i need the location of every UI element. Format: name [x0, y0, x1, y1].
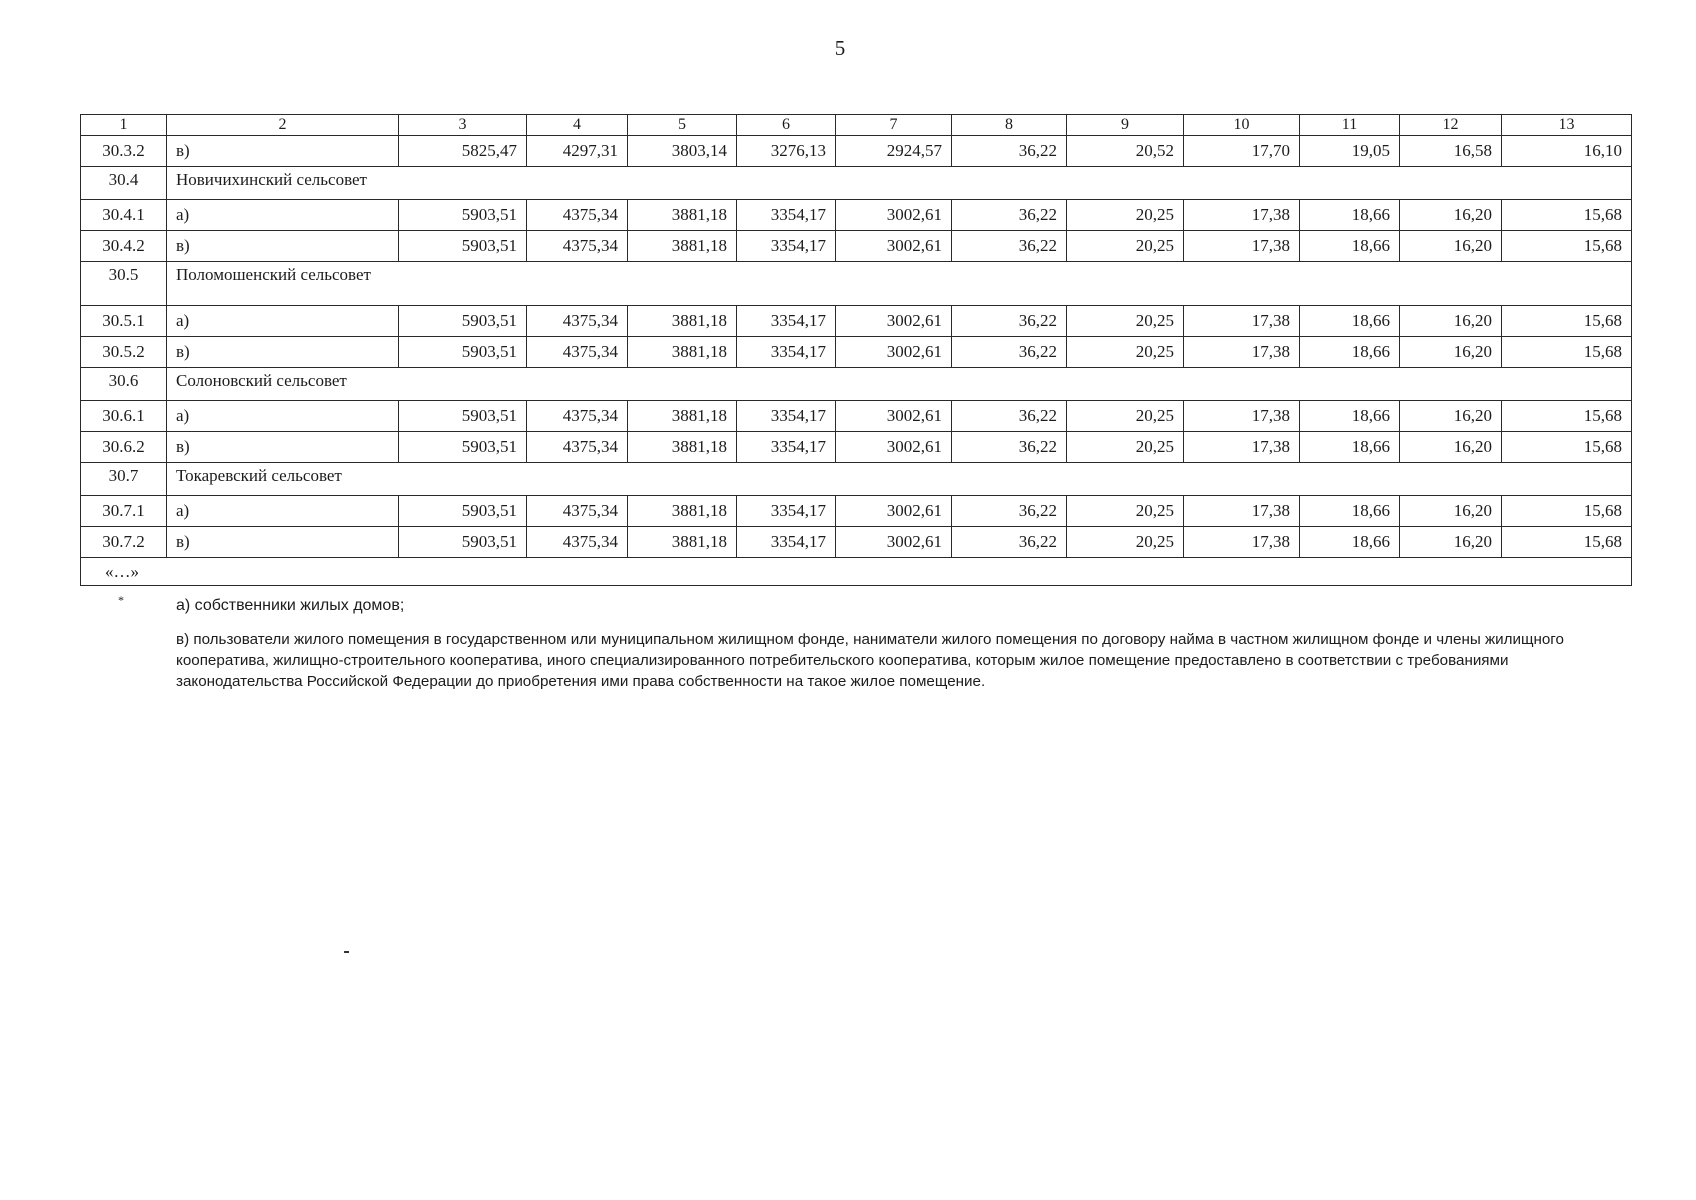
value-cell: 36,22	[952, 306, 1067, 337]
value-cell: 4297,31	[527, 136, 628, 167]
row-code: 30.3.2	[81, 136, 167, 167]
value-cell: 2924,57	[836, 136, 952, 167]
header-cell: 3	[399, 115, 527, 136]
value-cell: 36,22	[952, 432, 1067, 463]
value-cell: 20,25	[1067, 306, 1184, 337]
row-code: 30.5.2	[81, 337, 167, 368]
value-cell: 18,66	[1300, 231, 1400, 262]
table-row	[81, 136, 1632, 167]
value-cell: 3002,61	[836, 306, 952, 337]
value-cell: 3354,17	[737, 200, 836, 231]
row-code: 30.6	[81, 368, 167, 401]
row-code: 30.5	[81, 262, 167, 306]
row-code: 30.7	[81, 463, 167, 496]
value-cell: 17,38	[1184, 200, 1300, 231]
value-cell: 4375,34	[527, 337, 628, 368]
value-cell: 17,38	[1184, 432, 1300, 463]
table-row	[81, 337, 1632, 368]
value-cell: 4375,34	[527, 200, 628, 231]
footnote-b: в) пользователи жилого помещения в государственном или муниципальном жилищном фонде, наниматели жилого помещения по договору найма в частном жилищном фонде и члены жилищного кооператива, жилищно-строительного кооператива, иного специализированного потребительского кооператива, которым жилое помещение предоставлено в соответствии с требованиями законодательства Российской Федерации до приобретения ими права собственности на такое жилое помещение.	[176, 631, 1564, 690]
header-cell: 13	[1502, 115, 1632, 136]
group-row	[81, 368, 1632, 401]
category-label: в)	[167, 136, 399, 167]
value-cell: 16,20	[1400, 496, 1502, 527]
header-cell: 2	[167, 115, 399, 136]
value-cell: 3881,18	[628, 231, 737, 262]
row-code: 30.4	[81, 167, 167, 200]
page-number: 5	[834, 36, 846, 60]
value-cell: 36,22	[952, 231, 1067, 262]
value-cell: 16,20	[1400, 432, 1502, 463]
value-cell: 3002,61	[836, 432, 952, 463]
value-cell: 4375,34	[527, 432, 628, 463]
header-cell: 12	[1400, 115, 1502, 136]
row-code: 30.7.1	[81, 496, 167, 527]
value-cell: 3354,17	[737, 496, 836, 527]
value-cell: 3276,13	[737, 136, 836, 167]
settlement-name: Поломошенский сельсовет	[167, 262, 1632, 306]
value-cell: 36,22	[952, 337, 1067, 368]
value-cell: 36,22	[952, 200, 1067, 231]
value-cell: 18,66	[1300, 432, 1400, 463]
row-code: 30.4.1	[81, 200, 167, 231]
value-cell: 3881,18	[628, 527, 737, 558]
settlement-name: Новичихинский сельсовет	[167, 167, 1632, 200]
value-cell: 3002,61	[836, 337, 952, 368]
footnote-mark: *	[118, 593, 124, 607]
value-cell: 15,68	[1502, 401, 1632, 432]
row-code: 30.6.2	[81, 432, 167, 463]
value-cell: 3354,17	[737, 432, 836, 463]
category-label: в)	[167, 337, 399, 368]
value-cell: 4375,34	[527, 231, 628, 262]
value-cell: 17,38	[1184, 337, 1300, 368]
value-cell: 5903,51	[399, 527, 527, 558]
value-cell: 3881,18	[628, 496, 737, 527]
category-label: а)	[167, 200, 399, 231]
value-cell: 15,68	[1502, 337, 1632, 368]
value-cell: 16,20	[1400, 527, 1502, 558]
header-cell: 7	[836, 115, 952, 136]
value-cell: 36,22	[952, 136, 1067, 167]
header-cell: 1	[81, 115, 167, 136]
value-cell: 5903,51	[399, 432, 527, 463]
value-cell: 16,20	[1400, 231, 1502, 262]
category-label: в)	[167, 432, 399, 463]
ellipsis-row	[81, 558, 1632, 586]
category-label: а)	[167, 401, 399, 432]
value-cell: 16,58	[1400, 136, 1502, 167]
value-cell: 4375,34	[527, 496, 628, 527]
header-cell: 10	[1184, 115, 1300, 136]
header-cell: 4	[527, 115, 628, 136]
value-cell: 3354,17	[737, 306, 836, 337]
value-cell: 3354,17	[737, 527, 836, 558]
value-cell: 20,25	[1067, 401, 1184, 432]
value-cell: 17,38	[1184, 496, 1300, 527]
value-cell: 4375,34	[527, 306, 628, 337]
value-cell: 15,68	[1502, 496, 1632, 527]
table-row	[81, 432, 1632, 463]
value-cell: 15,68	[1502, 527, 1632, 558]
value-cell: 18,66	[1300, 527, 1400, 558]
value-cell: 5825,47	[399, 136, 527, 167]
value-cell: 18,66	[1300, 337, 1400, 368]
header-cell: 11	[1300, 115, 1400, 136]
value-cell: 16,20	[1400, 401, 1502, 432]
value-cell: 3002,61	[836, 200, 952, 231]
row-code: 30.7.2	[81, 527, 167, 558]
value-cell: 18,66	[1300, 200, 1400, 231]
value-cell: 3881,18	[628, 432, 737, 463]
value-cell: 36,22	[952, 527, 1067, 558]
value-cell: 15,68	[1502, 306, 1632, 337]
value-cell: 3002,61	[836, 231, 952, 262]
value-cell: 20,25	[1067, 496, 1184, 527]
value-cell: 17,38	[1184, 306, 1300, 337]
footnote-a: а) собственники жилых домов;	[176, 597, 405, 614]
category-label: а)	[167, 306, 399, 337]
table-row	[81, 496, 1632, 527]
header-cell: 5	[628, 115, 737, 136]
value-cell: 36,22	[952, 496, 1067, 527]
value-cell: 4375,34	[527, 527, 628, 558]
value-cell: 5903,51	[399, 496, 527, 527]
value-cell: 3354,17	[737, 337, 836, 368]
value-cell: 5903,51	[399, 200, 527, 231]
value-cell: 3354,17	[737, 401, 836, 432]
value-cell: 15,68	[1502, 200, 1632, 231]
value-cell: 5903,51	[399, 306, 527, 337]
value-cell: 4375,34	[527, 401, 628, 432]
value-cell: 18,66	[1300, 496, 1400, 527]
value-cell: 20,52	[1067, 136, 1184, 167]
value-cell: 20,25	[1067, 432, 1184, 463]
value-cell: 15,68	[1502, 231, 1632, 262]
value-cell: 16,20	[1400, 200, 1502, 231]
tariff-table	[80, 114, 1632, 586]
table-row	[81, 231, 1632, 262]
table-row	[81, 200, 1632, 231]
stray-mark	[344, 951, 349, 953]
value-cell: 5903,51	[399, 231, 527, 262]
value-cell: 3354,17	[737, 231, 836, 262]
value-cell: 19,05	[1300, 136, 1400, 167]
table-body	[81, 115, 1632, 586]
header-cell: 6	[737, 115, 836, 136]
header-cell: 8	[952, 115, 1067, 136]
value-cell: 17,38	[1184, 527, 1300, 558]
row-code: 30.4.2	[81, 231, 167, 262]
value-cell: 20,25	[1067, 527, 1184, 558]
value-cell: 20,25	[1067, 337, 1184, 368]
value-cell: 3803,14	[628, 136, 737, 167]
header-cell: 9	[1067, 115, 1184, 136]
table-row	[81, 401, 1632, 432]
value-cell: 18,66	[1300, 306, 1400, 337]
value-cell: 16,10	[1502, 136, 1632, 167]
category-label: в)	[167, 527, 399, 558]
value-cell: 17,38	[1184, 231, 1300, 262]
value-cell: 18,66	[1300, 401, 1400, 432]
group-row	[81, 167, 1632, 200]
ellipsis-mark: «…»	[81, 558, 1632, 586]
value-cell: 17,38	[1184, 401, 1300, 432]
group-row	[81, 463, 1632, 496]
row-code: 30.6.1	[81, 401, 167, 432]
value-cell: 3002,61	[836, 496, 952, 527]
column-number-header	[81, 115, 1632, 136]
table-row	[81, 306, 1632, 337]
category-label: в)	[167, 231, 399, 262]
value-cell: 36,22	[952, 401, 1067, 432]
value-cell: 15,68	[1502, 432, 1632, 463]
value-cell: 20,25	[1067, 231, 1184, 262]
value-cell: 3881,18	[628, 337, 737, 368]
value-cell: 16,20	[1400, 306, 1502, 337]
group-row	[81, 262, 1632, 306]
row-code: 30.5.1	[81, 306, 167, 337]
settlement-name: Токаревский сельсовет	[167, 463, 1632, 496]
value-cell: 16,20	[1400, 337, 1502, 368]
value-cell: 5903,51	[399, 401, 527, 432]
settlement-name: Солоновский сельсовет	[167, 368, 1632, 401]
value-cell: 5903,51	[399, 337, 527, 368]
value-cell: 17,70	[1184, 136, 1300, 167]
table-row	[81, 527, 1632, 558]
value-cell: 3881,18	[628, 401, 737, 432]
value-cell: 3881,18	[628, 306, 737, 337]
category-label: а)	[167, 496, 399, 527]
value-cell: 20,25	[1067, 200, 1184, 231]
value-cell: 3881,18	[628, 200, 737, 231]
value-cell: 3002,61	[836, 527, 952, 558]
value-cell: 3002,61	[836, 401, 952, 432]
